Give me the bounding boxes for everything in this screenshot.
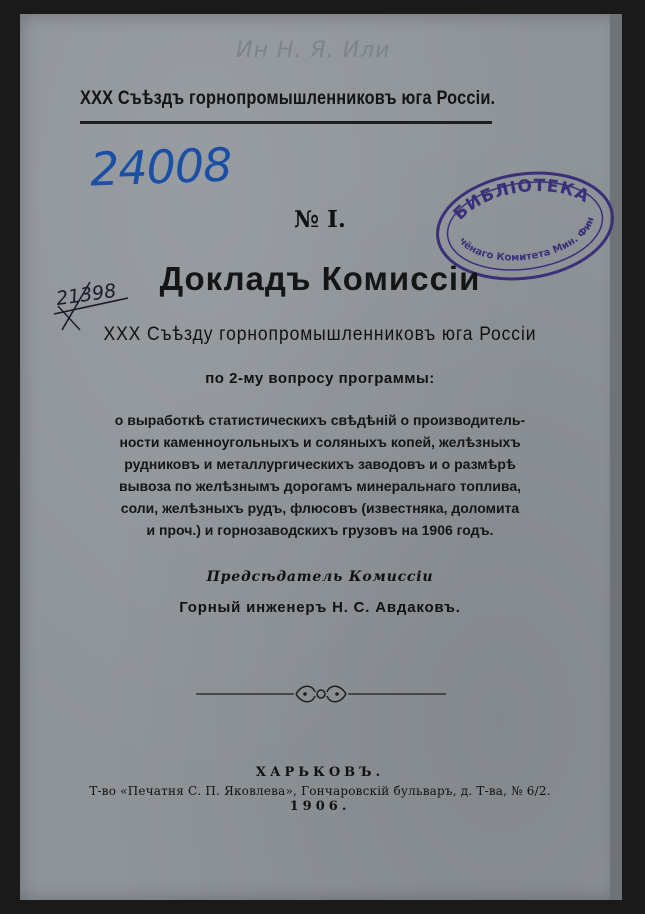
description-line: ности каменноугольныхъ и соляныхъ копей, желѣзныхъ bbox=[119, 434, 521, 450]
book-cover bbox=[20, 14, 620, 900]
series-header: XXX Съѣздъ горнопромышленниковъ юга Россіи. bbox=[80, 88, 496, 109]
handwritten-faint-note: Ин Н. Я. Или bbox=[236, 38, 391, 63]
issue-number: № I. bbox=[294, 206, 346, 233]
imprint-city: ХАРЬКОВЪ. bbox=[255, 765, 385, 780]
ornament-graphic bbox=[196, 682, 446, 706]
chairman-label: Предсѣдатель Комиссіи bbox=[206, 569, 434, 585]
stamp-bottom-text: Учёнаго Комитета Мин. Фин. bbox=[456, 215, 597, 264]
program-question: по 2-му вопросу программы: bbox=[205, 370, 435, 387]
description-line: и проч.) и горнозаводскихъ грузовъ на 1906 годъ. bbox=[146, 522, 494, 538]
chairman-name: Горный инженеръ Н. С. Авдаковъ. bbox=[179, 599, 461, 616]
ornament-divider bbox=[196, 682, 446, 710]
report-subtitle: XXX Съѣзду горнопромышленниковъ юга Россіи bbox=[103, 324, 537, 345]
description-line: рудниковъ и металлургическихъ заводовъ и о размѣрѣ bbox=[124, 456, 516, 472]
report-title: Докладъ Комиссіи bbox=[159, 260, 481, 297]
description-line: вывоза по желѣзнымъ дорогамъ минеральнаго топлива, bbox=[118, 478, 522, 494]
handwritten-inventory-number: 24008 bbox=[89, 137, 233, 197]
description-line: соли, желѣзныхъ рудъ, флюсовъ (известняка, доломита bbox=[120, 500, 520, 516]
imprint-printer: Т-во «Печатня С. П. Яковлева», Гончаровскій бульваръ, д. Т-ва, № 6/2. bbox=[89, 784, 551, 798]
header-rule bbox=[80, 121, 492, 124]
report-description bbox=[90, 409, 550, 541]
stamp-top-text: БИБЛІОТЕКА bbox=[449, 175, 593, 225]
handwritten-side-number: 21398 bbox=[54, 279, 118, 311]
description-line: о выработкѣ статистическихъ свѣдѣній о производитель- bbox=[114, 412, 526, 428]
imprint-year: 1906. bbox=[289, 799, 351, 814]
